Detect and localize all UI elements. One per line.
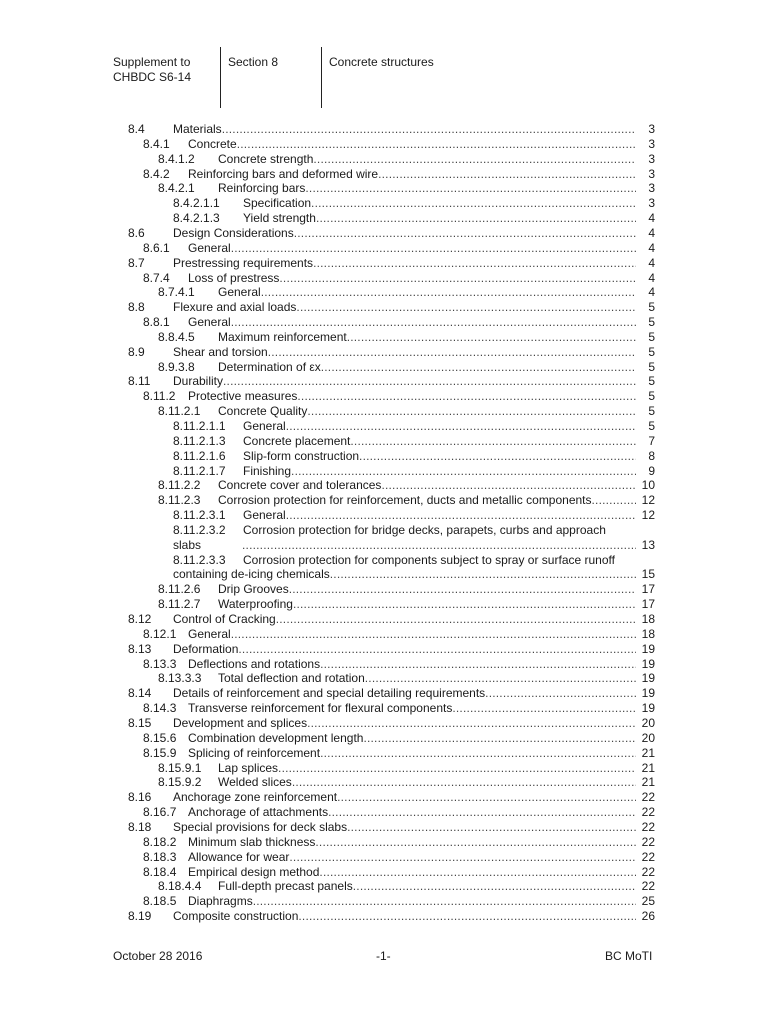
toc-entry-page: 5 bbox=[648, 359, 655, 374]
toc-entry-page: 3 bbox=[648, 136, 655, 151]
toc-entry-number: 8.15.9.2 bbox=[158, 775, 202, 790]
dot-leader bbox=[592, 493, 636, 508]
dot-leader bbox=[238, 642, 636, 657]
toc-entry-page: 5 bbox=[648, 389, 655, 404]
toc-entry-page: 22 bbox=[641, 879, 655, 894]
toc-entry-page: 5 bbox=[648, 300, 655, 315]
toc-entry-title: Lap splices bbox=[218, 760, 279, 775]
dot-leader bbox=[294, 226, 636, 241]
toc-entry-title: Flexure and axial loads bbox=[173, 300, 297, 315]
toc-entry-number: 8.11.2.3 bbox=[158, 493, 201, 508]
section-title: Concrete structures bbox=[329, 55, 434, 69]
dot-leader bbox=[222, 122, 636, 137]
toc-entry-page: 17 bbox=[641, 597, 655, 612]
toc-entry-title: Durability bbox=[173, 374, 224, 389]
dot-leader bbox=[313, 152, 636, 167]
dot-leader bbox=[278, 761, 636, 776]
toc-entry-number: 8.8 bbox=[128, 300, 145, 315]
dot-leader bbox=[320, 746, 636, 761]
toc-entry-page: 5 bbox=[648, 344, 655, 359]
toc-entry-number: 8.4 bbox=[128, 122, 145, 136]
toc-entry-page: 13 bbox=[641, 537, 655, 552]
toc-entry-page: 5 bbox=[648, 419, 655, 433]
dot-leader bbox=[298, 909, 636, 924]
dot-leader bbox=[286, 508, 636, 523]
toc-entry[interactable] bbox=[173, 523, 655, 553]
dot-leader bbox=[276, 612, 636, 627]
toc-entry-page: 3 bbox=[648, 151, 655, 166]
toc-entry-title: Reinforcing bars and deformed wire bbox=[188, 166, 379, 181]
dot-leader bbox=[286, 419, 636, 434]
dot-leader bbox=[321, 360, 636, 375]
toc-entry[interactable] bbox=[173, 196, 655, 211]
toc-entry-title: Details of reinforcement and special detailing requirements bbox=[173, 686, 486, 701]
toc-entry[interactable] bbox=[128, 909, 655, 924]
toc-entry[interactable] bbox=[128, 612, 655, 627]
doc-title: Supplement to CHBDC S6-14 bbox=[113, 55, 192, 84]
toc-entry-number: 8.11.2.1.7 bbox=[173, 463, 226, 478]
toc-entry-number: 8.13 bbox=[128, 641, 152, 656]
toc-entry-number: 8.18 bbox=[128, 819, 152, 834]
toc-entry-page: 3 bbox=[648, 196, 655, 211]
toc-entry[interactable] bbox=[158, 152, 655, 167]
toc-entry[interactable] bbox=[143, 627, 655, 642]
toc-entry-page: 4 bbox=[648, 285, 655, 300]
toc-entry[interactable] bbox=[158, 330, 655, 345]
toc-entry-page: 8 bbox=[648, 448, 655, 463]
dot-leader bbox=[347, 820, 636, 835]
toc-entry-title: Concrete cover and tolerances bbox=[218, 478, 382, 493]
toc-entry-title: General bbox=[218, 285, 261, 300]
toc-entry[interactable] bbox=[158, 478, 655, 493]
toc-entry[interactable] bbox=[158, 597, 655, 612]
toc-entry-number: 8.15.9 bbox=[143, 745, 177, 760]
dot-leader bbox=[320, 657, 636, 672]
toc-entry-title: Corrosion protection for components subject to spray or surface runoff bbox=[243, 552, 615, 567]
dot-leader bbox=[363, 731, 636, 746]
toc-entry-number: 8.7 bbox=[128, 255, 145, 270]
toc-entry-page: 21 bbox=[641, 775, 655, 790]
toc-entry-page: 22 bbox=[641, 819, 655, 834]
toc-entry-page: 4 bbox=[648, 211, 655, 226]
toc-entry[interactable] bbox=[158, 582, 655, 597]
toc-entry-number: 8.4.2 bbox=[143, 166, 170, 181]
toc-entry[interactable] bbox=[158, 404, 655, 419]
toc-entry[interactable] bbox=[173, 211, 655, 226]
toc-entry-page: 19 bbox=[641, 671, 655, 686]
header-right bbox=[329, 47, 529, 108]
toc-entry-page: 20 bbox=[641, 716, 655, 730]
toc-entry-title: Combination development length bbox=[188, 730, 364, 745]
toc-entry-number: 8.16.7 bbox=[143, 805, 177, 820]
toc-entry-title: Empirical design method bbox=[188, 864, 320, 879]
toc-entry[interactable] bbox=[143, 865, 655, 880]
toc-entry-title: Splicing of reinforcement bbox=[188, 745, 321, 760]
toc-entry-number: 8.13.3.3 bbox=[158, 671, 202, 686]
toc-entry-number: 8.4.2.1.1 bbox=[173, 196, 220, 211]
toc-entry[interactable] bbox=[128, 686, 655, 701]
toc-entry[interactable] bbox=[128, 642, 655, 657]
toc-entry-title: Anchorage of attachments bbox=[188, 805, 329, 820]
dot-leader bbox=[268, 345, 636, 360]
dot-leader bbox=[328, 805, 636, 820]
toc-entry-title: General bbox=[243, 419, 286, 433]
toc-entry[interactable] bbox=[128, 790, 655, 805]
toc-entry-page: 21 bbox=[641, 760, 655, 775]
toc-entry-page: 12 bbox=[641, 508, 655, 523]
toc-entry-title: Corrosion protection for reinforcement, ducts and metallic components bbox=[218, 493, 592, 508]
toc-entry-title: Special provisions for deck slabs bbox=[173, 819, 348, 834]
dot-leader bbox=[350, 434, 636, 449]
toc-entry-title: Determination of εx bbox=[218, 359, 321, 374]
dot-leader bbox=[296, 300, 636, 315]
toc-entry-number: 8.11.2.3.1 bbox=[173, 508, 226, 523]
toc-entry[interactable] bbox=[143, 315, 655, 330]
toc-entry-page: 19 bbox=[641, 686, 655, 701]
toc-entry[interactable] bbox=[143, 389, 655, 404]
toc-entry-title: Protective measures bbox=[188, 389, 298, 404]
dot-leader bbox=[337, 790, 636, 805]
toc-entry-page: 4 bbox=[648, 225, 655, 240]
toc-entry-page: 19 bbox=[641, 641, 655, 656]
toc-entry-title: Concrete Quality bbox=[218, 404, 308, 419]
toc-entry-page: 3 bbox=[648, 166, 655, 181]
toc-entry-page: 5 bbox=[648, 374, 655, 389]
toc-entry-title-continued: slabs bbox=[173, 537, 202, 552]
toc-entry-number: 8.4.2.1 bbox=[158, 181, 195, 196]
toc-entry[interactable] bbox=[173, 434, 655, 449]
toc-entry-title-continued: containing de-icing chemicals bbox=[173, 567, 330, 582]
toc-entry-number: 8.18.4.4 bbox=[158, 879, 202, 894]
toc-entry-number: 8.15.6 bbox=[143, 730, 177, 745]
toc-entry[interactable] bbox=[143, 894, 655, 909]
toc-entry-title: Concrete strength bbox=[218, 151, 314, 166]
dot-leader bbox=[365, 671, 636, 686]
dot-leader bbox=[359, 449, 636, 464]
dot-leader bbox=[297, 389, 636, 404]
dot-leader bbox=[293, 597, 636, 612]
toc-entry-number: 8.11.2.3.3 bbox=[173, 552, 226, 567]
toc-entry-page: 17 bbox=[641, 582, 655, 597]
toc-entry-number: 8.11 bbox=[128, 374, 151, 389]
toc-entry-page: 10 bbox=[641, 478, 655, 493]
toc-entry[interactable] bbox=[128, 820, 655, 835]
toc-entry-title: Reinforcing bars bbox=[218, 181, 306, 196]
toc-entry-number: 8.18.4 bbox=[143, 864, 177, 879]
toc-entry-title: Materials bbox=[173, 122, 222, 136]
toc-entry-page: 22 bbox=[641, 790, 655, 805]
section-label: Section 8 bbox=[228, 55, 279, 69]
dot-leader bbox=[307, 404, 636, 419]
toc-entry-number: 8.11.2.3.2 bbox=[173, 522, 226, 537]
toc-entry-number: 8.8.1 bbox=[143, 315, 170, 330]
toc-entry[interactable] bbox=[158, 360, 655, 375]
dot-leader bbox=[353, 879, 636, 894]
toc-entry-number: 8.7.4 bbox=[143, 270, 170, 285]
toc-entry-number: 8.18.2 bbox=[143, 834, 177, 849]
toc-entry-number: 8.11.2.1.1 bbox=[173, 419, 226, 433]
toc-entry-title: Welded slices bbox=[218, 775, 292, 790]
toc-entry-page: 7 bbox=[648, 433, 655, 448]
toc-entry[interactable] bbox=[143, 137, 655, 152]
footer-date: October 28 2016 bbox=[113, 949, 203, 963]
toc-entry[interactable] bbox=[173, 449, 655, 464]
dot-leader bbox=[292, 775, 636, 790]
toc-entry-title: Full-depth precast panels bbox=[218, 879, 353, 894]
toc-entry-number: 8.6.1 bbox=[143, 240, 170, 255]
toc-entry[interactable] bbox=[128, 300, 655, 315]
toc-entry[interactable] bbox=[143, 731, 655, 746]
toc-entry-page: 4 bbox=[648, 270, 655, 285]
toc-entry-page: 21 bbox=[641, 745, 655, 760]
toc-entry[interactable] bbox=[158, 285, 655, 300]
toc-entry[interactable] bbox=[128, 716, 655, 731]
dot-leader bbox=[319, 865, 636, 880]
toc-entry-title: General bbox=[188, 626, 231, 641]
toc-entry-title: Loss of prestress bbox=[188, 270, 280, 285]
toc-entry[interactable] bbox=[143, 241, 655, 256]
toc-entry-number: 8.6 bbox=[128, 225, 145, 240]
dot-leader bbox=[231, 315, 636, 330]
toc-entry[interactable] bbox=[143, 271, 655, 286]
toc-entry[interactable] bbox=[128, 122, 655, 137]
dot-leader bbox=[279, 271, 636, 286]
dot-leader bbox=[307, 716, 636, 731]
dot-leader bbox=[291, 464, 636, 479]
toc-entry-title: Drip Grooves bbox=[218, 582, 289, 597]
toc-entry-number: 8.14.3 bbox=[143, 701, 177, 716]
toc-entry[interactable] bbox=[128, 226, 655, 241]
toc-entry-title: Concrete bbox=[188, 136, 237, 151]
toc-entry-page: 25 bbox=[641, 894, 655, 909]
toc-entry-number: 8.14 bbox=[128, 686, 152, 701]
header-divider-2 bbox=[321, 47, 322, 108]
dot-leader bbox=[231, 241, 636, 256]
toc-entry[interactable] bbox=[143, 850, 655, 865]
toc-entry-title: General bbox=[243, 508, 286, 523]
toc-entry[interactable] bbox=[158, 671, 655, 686]
toc-entry-number: 8.9.3.8 bbox=[158, 359, 195, 374]
toc-entry-number: 8.16 bbox=[128, 790, 152, 805]
toc-entry-page: 26 bbox=[641, 909, 655, 924]
toc-entry[interactable] bbox=[158, 879, 655, 894]
toc-entry-title: Diaphragms bbox=[188, 894, 253, 909]
toc-entry[interactable] bbox=[128, 256, 655, 271]
toc-entry-number: 8.12.1 bbox=[143, 626, 177, 641]
dot-leader bbox=[242, 538, 636, 553]
toc-entry-title: Development and splices bbox=[173, 716, 308, 730]
toc-entry[interactable] bbox=[143, 746, 655, 761]
dot-leader bbox=[378, 167, 636, 182]
toc-entry-number: 8.15 bbox=[128, 716, 152, 730]
toc-entry[interactable] bbox=[143, 167, 655, 182]
toc-entry-page: 4 bbox=[648, 240, 655, 255]
toc-entry-page: 5 bbox=[648, 404, 655, 419]
dot-leader bbox=[223, 374, 636, 389]
toc-entry-page: 3 bbox=[648, 122, 655, 136]
footer-org: BC MoTI bbox=[605, 949, 653, 963]
toc-entry-title: Control of Cracking bbox=[173, 612, 276, 627]
toc-entry-number: 8.11.2.1 bbox=[158, 404, 201, 419]
toc-entry-title: Finishing bbox=[243, 463, 292, 478]
toc-entry-page: 3 bbox=[648, 181, 655, 196]
toc-entry-number: 8.13.3 bbox=[143, 656, 177, 671]
toc-entry[interactable] bbox=[158, 181, 655, 196]
toc-entry-number: 8.11.2.1.3 bbox=[173, 433, 226, 448]
dot-leader bbox=[347, 330, 636, 345]
toc-entry-page: 22 bbox=[641, 849, 655, 864]
toc-entry-page: 9 bbox=[648, 463, 655, 478]
toc-entry[interactable] bbox=[128, 374, 655, 389]
dot-leader bbox=[253, 894, 636, 909]
toc-entry-title: Total deflection and rotation bbox=[218, 671, 365, 686]
toc-entry-title: Yield strength bbox=[243, 211, 316, 226]
toc-entry-page: 4 bbox=[648, 255, 655, 270]
dot-leader bbox=[313, 256, 636, 271]
header-middle bbox=[228, 47, 318, 108]
toc-entry-number: 8.9 bbox=[128, 344, 145, 359]
toc-entry-title: Shear and torsion bbox=[173, 344, 268, 359]
toc-entry[interactable] bbox=[173, 508, 655, 523]
dot-leader bbox=[231, 627, 636, 642]
toc-entry-title: Specification bbox=[243, 196, 312, 211]
toc-entry[interactable] bbox=[128, 345, 655, 360]
toc-entry-title: Design Considerations bbox=[173, 225, 294, 240]
toc-entry-page: 22 bbox=[641, 864, 655, 879]
toc-entry[interactable] bbox=[173, 464, 655, 479]
toc-entry[interactable] bbox=[143, 657, 655, 672]
toc-entry-number: 8.11.2.1.6 bbox=[173, 448, 226, 463]
toc-entry-page: 5 bbox=[648, 315, 655, 330]
toc-entry-number: 8.8.4.5 bbox=[158, 329, 195, 344]
toc-entry-title: Deformation bbox=[173, 641, 239, 656]
dot-leader bbox=[289, 582, 636, 597]
dot-leader bbox=[316, 211, 636, 226]
toc-entry-number: 8.4.1.2 bbox=[158, 151, 195, 166]
toc-entry-page: 5 bbox=[648, 329, 655, 344]
footer-page-number: -1- bbox=[376, 949, 391, 963]
toc-entry-page: 22 bbox=[641, 805, 655, 820]
dot-leader bbox=[237, 137, 636, 152]
toc-entry-page: 19 bbox=[641, 656, 655, 671]
toc-entry-number: 8.11.2.6 bbox=[158, 582, 201, 597]
toc-entry[interactable] bbox=[173, 553, 655, 583]
dot-leader bbox=[330, 567, 636, 582]
toc-entry-title: Allowance for wear bbox=[188, 849, 290, 864]
toc-entry-page: 19 bbox=[641, 701, 655, 716]
toc-entry-title: Anchorage zone reinforcement bbox=[173, 790, 338, 805]
toc-entry[interactable] bbox=[158, 775, 655, 790]
dot-leader bbox=[289, 850, 636, 865]
toc-entry-title: Maximum reinforcement bbox=[218, 329, 347, 344]
toc-entry[interactable] bbox=[158, 761, 655, 776]
toc-entry-title: Deflections and rotations bbox=[188, 656, 321, 671]
toc-entry-title: Slip-form construction bbox=[243, 448, 360, 463]
dot-leader bbox=[315, 835, 636, 850]
toc-entry-page: 22 bbox=[641, 834, 655, 849]
toc-entry-number: 8.7.4.1 bbox=[158, 285, 195, 300]
toc-entry-number: 8.4.2.1.3 bbox=[173, 211, 220, 226]
toc-entry-title: Minimum slab thickness bbox=[188, 834, 316, 849]
toc-entry-number: 8.18.5 bbox=[143, 894, 177, 909]
dot-leader bbox=[261, 285, 636, 300]
toc-entry-number: 8.12 bbox=[128, 612, 152, 627]
toc-entry-title: Waterproofing bbox=[218, 597, 293, 612]
dot-leader bbox=[381, 478, 636, 493]
toc-entry[interactable] bbox=[143, 701, 655, 716]
dot-leader bbox=[305, 181, 636, 196]
toc-entry-title: Concrete placement bbox=[243, 433, 351, 448]
toc-entry-number: 8.18.3 bbox=[143, 849, 177, 864]
dot-leader bbox=[311, 196, 636, 211]
toc-entry-title: Composite construction bbox=[173, 909, 299, 924]
toc-entry-title: Prestressing requirements bbox=[173, 255, 314, 270]
toc-entry-title: Corrosion protection for bridge decks, parapets, curbs and approach bbox=[243, 522, 606, 537]
toc-entry-title: Transverse reinforcement for flexural components bbox=[188, 701, 453, 716]
toc-entry-page: 18 bbox=[641, 612, 655, 627]
toc-entry-number: 8.15.9.1 bbox=[158, 760, 202, 775]
toc-entry-title: General bbox=[188, 240, 231, 255]
toc-entry-number: 8.11.2 bbox=[143, 389, 176, 404]
toc-entry-number: 8.11.2.7 bbox=[158, 597, 201, 612]
toc-entry-page: 15 bbox=[641, 567, 655, 582]
dot-leader bbox=[452, 701, 636, 716]
toc-entry[interactable] bbox=[143, 805, 655, 820]
toc-entry-number: 8.19 bbox=[128, 909, 152, 924]
toc-entry-number: 8.11.2.2 bbox=[158, 478, 201, 493]
header-left bbox=[113, 47, 218, 108]
toc-entry-page: 18 bbox=[641, 626, 655, 641]
toc-entry[interactable] bbox=[173, 419, 655, 434]
dot-leader bbox=[485, 686, 636, 701]
header-divider-1 bbox=[220, 47, 221, 108]
toc-entry-page: 12 bbox=[641, 493, 655, 508]
toc-entry[interactable] bbox=[143, 835, 655, 850]
toc-entry-page: 20 bbox=[641, 730, 655, 745]
toc-entry[interactable] bbox=[158, 493, 655, 508]
toc-entry-title: General bbox=[188, 315, 231, 330]
toc-entry-number: 8.4.1 bbox=[143, 136, 170, 151]
